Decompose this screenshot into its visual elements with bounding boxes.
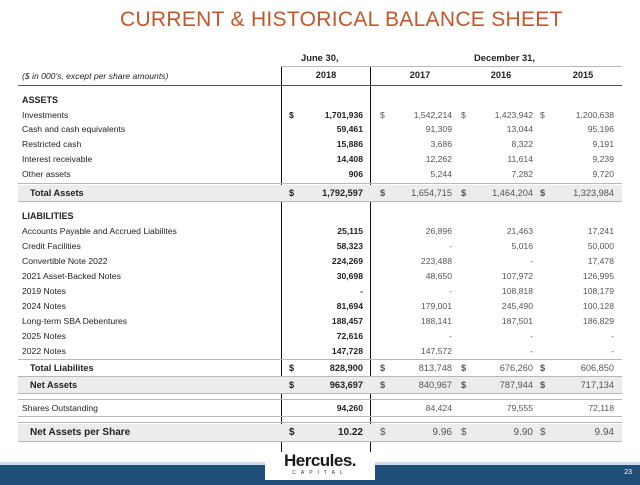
divider bbox=[18, 416, 622, 417]
table-row: Accounts Payable and Accrued Liabilites 25,115 26,896 21,463 17,241 bbox=[22, 226, 614, 236]
divider bbox=[18, 393, 622, 394]
header-divider bbox=[281, 66, 622, 67]
table-row: Credit Facilities 58,323 - 5,016 50,000 bbox=[22, 241, 614, 251]
table-row: Investments $ 1,701,936 $ 1,542,214 $ 1,423,942 $ 1,200,638 bbox=[22, 110, 614, 120]
year-2016: 2016 bbox=[490, 70, 512, 80]
june-header: June 30, bbox=[301, 52, 339, 63]
divider bbox=[18, 201, 622, 202]
divider bbox=[18, 399, 622, 400]
table-row: Long-term SBA Debentures 188,457 188,141 187,501 186,829 bbox=[22, 316, 614, 326]
table-row: 2021 Asset-Backed Notes 30,698 48,650 107,972 126,995 bbox=[22, 271, 614, 281]
page-title: CURRENT & HISTORICAL BALANCE SHEET bbox=[120, 8, 563, 31]
units-note: ($ in 000's, except per share amounts) bbox=[22, 71, 169, 81]
column-header-divider bbox=[18, 85, 622, 86]
table-row: 2024 Notes 81,694 179,001 245,490 100,128 bbox=[22, 301, 614, 311]
table-row: Other assets 906 5,244 7,282 9,720 bbox=[22, 169, 614, 179]
year-2017: 2017 bbox=[409, 70, 431, 80]
table-row: Restricted cash 15,886 3,686 8,322 9,191 bbox=[22, 139, 614, 149]
liabilities-section-heading: LIABILITIES bbox=[22, 211, 74, 221]
table-row: 2019 Notes - - 108,818 108,179 bbox=[22, 286, 614, 296]
divider bbox=[18, 422, 622, 423]
assets-section-heading: ASSETS bbox=[22, 95, 59, 105]
total-assets-row: Total Assets $ 1,792,597 $ 1,654,715 $ 1,464,204 $ 1,323,984 bbox=[18, 185, 622, 201]
table-row: Interest receivable 14,408 12,262 11,614 9,239 bbox=[22, 154, 614, 164]
net-assets-per-share-row: Net Assets per Share $ 10.22 $ 9.96 $ 9.90 $ 9.94 bbox=[18, 424, 622, 441]
table-row: 2022 Notes 147,728 147,572 - - bbox=[22, 346, 614, 356]
net-assets-row: Net Assets $ 963,697 $ 840,967 $ 787,944 $ 717,134 bbox=[18, 377, 622, 393]
total-liabilities-row: Total Liabilites $ 828,900 $ 813,748 $ 676,260 $ 606,850 bbox=[30, 363, 614, 373]
december-header: December 31, bbox=[474, 52, 535, 63]
divider bbox=[18, 441, 622, 442]
shares-outstanding-row: Shares Outstanding 94,260 84,424 79,555 72,118 bbox=[22, 403, 614, 413]
year-2018: 2018 bbox=[315, 70, 337, 80]
year-2015: 2015 bbox=[572, 70, 594, 80]
table-row: Cash and cash equivalents 59,461 91,309 13,044 95,196 bbox=[22, 124, 614, 134]
page-number: 23 bbox=[624, 469, 632, 476]
table-row: Convertible Note 2022 224,269 223,488 - 17,478 bbox=[22, 256, 614, 266]
divider bbox=[18, 183, 622, 184]
table-row: 2025 Notes 72,616 - - - bbox=[22, 331, 614, 341]
hercules-logo: Hercules. CAPITAL bbox=[265, 452, 375, 480]
